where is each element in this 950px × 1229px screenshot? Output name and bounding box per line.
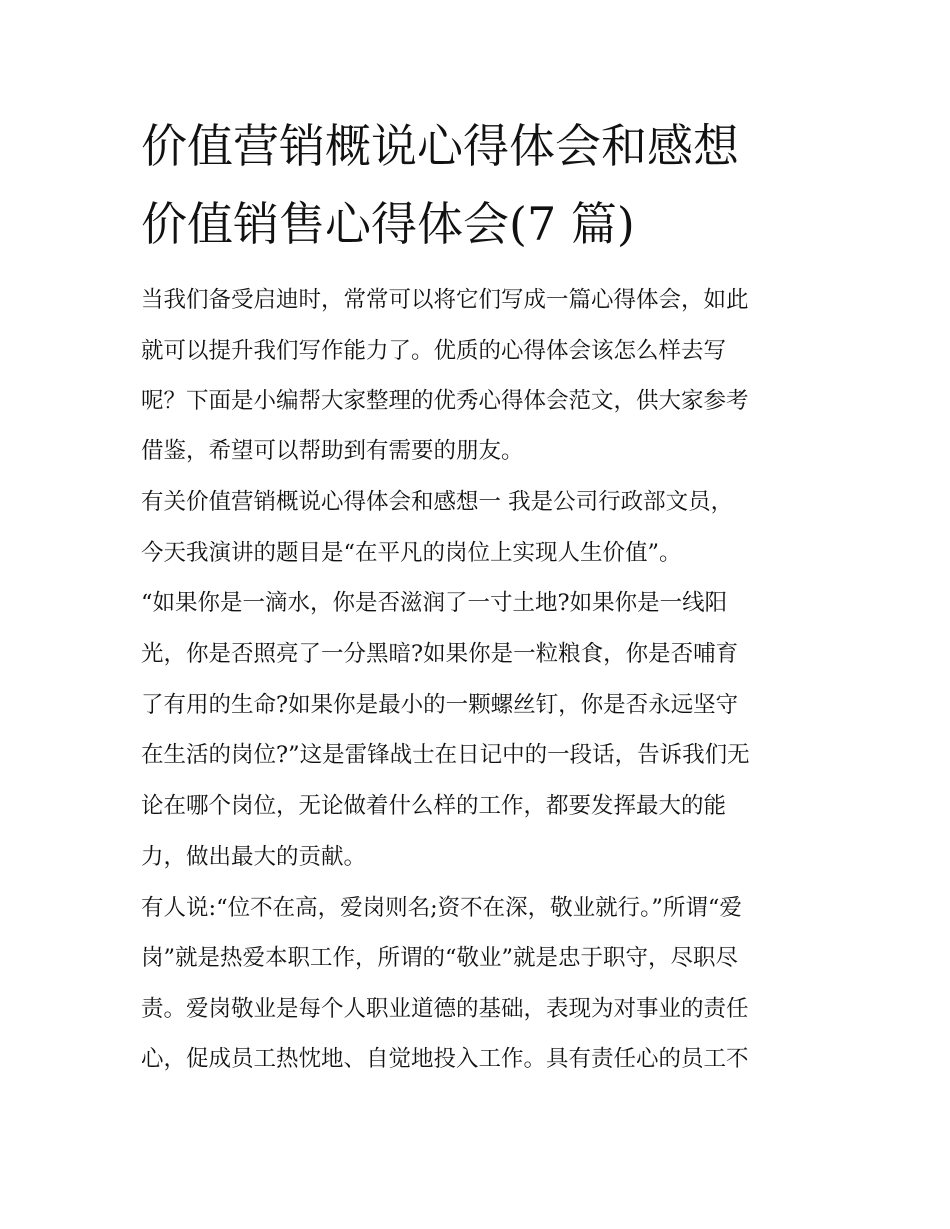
- paragraph-line: 有关价值营销概说心得体会和感想一 我是公司行政部文员，: [141, 489, 734, 515]
- paragraph-line: 借鉴，希望可以帮助到有需要的朋友。: [141, 438, 524, 464]
- document-title-line-1: 价值营销概说心得体会和感想: [141, 119, 739, 173]
- paragraph-line: 今天我演讲的题目是“在平凡的岗位上实现人生价值”。: [141, 540, 682, 566]
- paragraph-line: 力，做出最大的贡献。: [141, 844, 367, 870]
- paragraph-line: “如果你是一滴水，你是否滋润了一寸土地?如果你是一线阳: [141, 590, 728, 616]
- paragraph-line: 光，你是否照亮了一分黑暗?如果你是一粒粮食，你是否哺育: [141, 641, 739, 667]
- paragraph-line: 心，促成员工热忱地、自觉地投入工作。具有责任心的员工不: [141, 1046, 749, 1072]
- paragraph-line: 在生活的岗位?”这是雷锋战士在日记中的一段话，告诉我们无: [141, 742, 750, 768]
- paragraph-line: 呢？下面是小编帮大家整理的优秀心得体会范文，供大家参考: [141, 388, 749, 414]
- paragraph-line: 就可以提升我们写作能力了。优质的心得体会该怎么样去写: [141, 338, 727, 364]
- document-title-line-2: 价值销售心得体会(7 篇): [141, 197, 635, 251]
- paragraph-line: 了有用的生命?如果你是最小的一颗螺丝钉，你是否永远坚守: [141, 692, 739, 718]
- paragraph-line: 岗”就是热爱本职工作，所谓的“敬业”就是忠于职守，尽职尽: [141, 945, 739, 971]
- paragraph-line: 当我们备受启迪时，常常可以将它们写成一篇心得体会，如此: [141, 287, 749, 313]
- paragraph-line: 论在哪个岗位，无论做着什么样的工作，都要发挥最大的能: [141, 793, 727, 819]
- paragraph-line: 有人说:“位不在高，爱岗则名;资不在深，敬业就行。”所谓“爱: [141, 895, 742, 921]
- paragraph-line: 责。爱岗敬业是每个人职业道德的基础，表现为对事业的责任: [141, 996, 749, 1022]
